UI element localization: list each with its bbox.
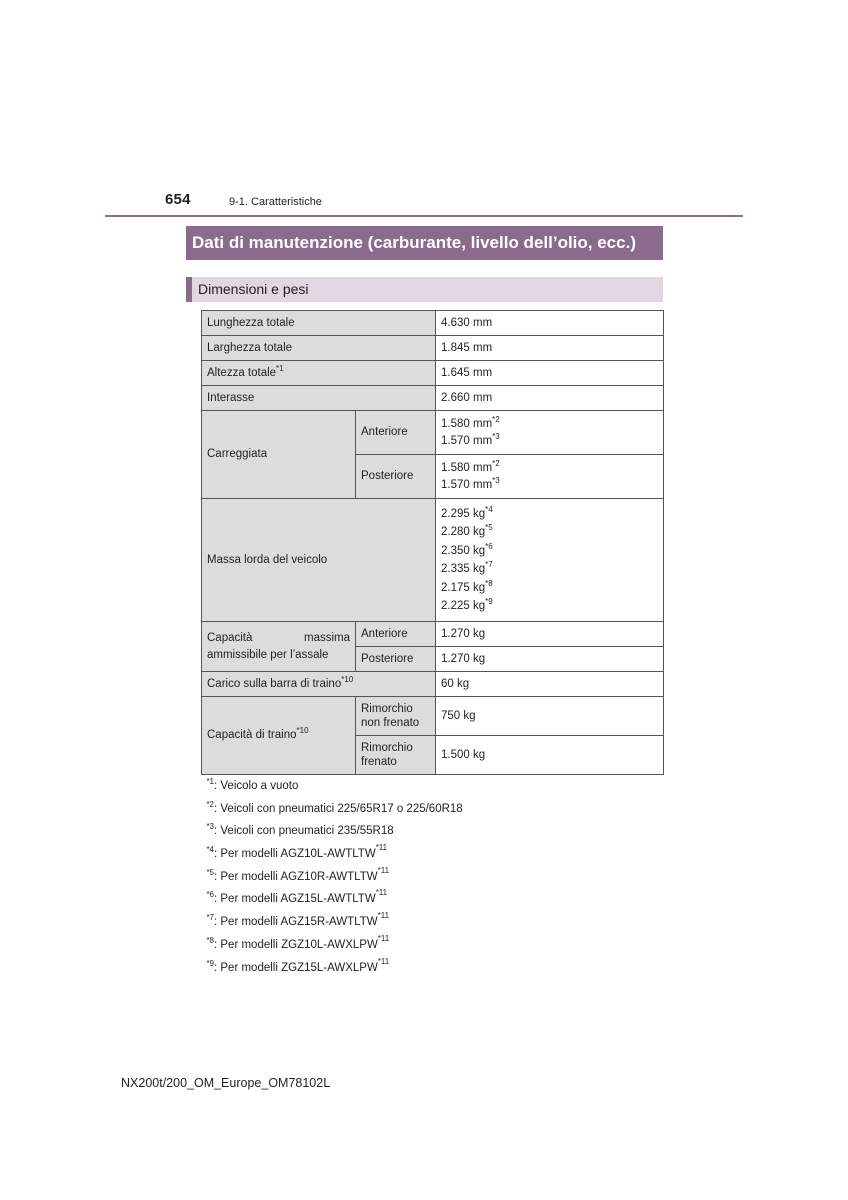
value-text: 2.295 kg xyxy=(441,507,486,520)
row-value: 1.270 kg xyxy=(436,647,664,672)
label-line: frenato xyxy=(361,756,397,768)
row-label xyxy=(202,622,356,672)
footnote-mark xyxy=(196,913,214,928)
table-row xyxy=(202,336,664,361)
table-row xyxy=(202,697,664,736)
footnote-mark xyxy=(196,799,214,815)
footnote-ref: *7 xyxy=(485,560,493,569)
footnote xyxy=(196,799,463,826)
value-text: 1.580 mm xyxy=(441,461,493,474)
footnote-ref: *3 xyxy=(492,431,500,441)
sub-label: Posteriore xyxy=(356,647,436,672)
row-label: Lunghezza totale xyxy=(202,311,436,336)
footnote-mark xyxy=(196,958,214,974)
footnote-mark-text: *2 xyxy=(206,799,214,809)
row-value: 1.845 mm xyxy=(436,336,664,361)
row-label: Carreggiata xyxy=(202,411,356,499)
footnote-ref: *3 xyxy=(492,475,500,485)
header-divider xyxy=(105,215,743,217)
footnote-mark-text: *1 xyxy=(206,777,214,786)
footnote-mark-text: *7 xyxy=(206,913,214,923)
footnote-text: : Veicoli con pneumatici 235/55R18 xyxy=(214,825,394,838)
footnote-text: : Per modelli ZGZ15L-AWXLPW xyxy=(214,961,378,974)
row-label xyxy=(202,361,436,386)
footnote-mark-text: *6 xyxy=(206,890,214,900)
value-text: 2.350 kg xyxy=(441,544,486,557)
footnote-mark xyxy=(196,867,214,883)
row-value: 1.645 mm xyxy=(436,361,664,386)
row-label xyxy=(202,672,436,697)
footnote: $^{*7}$ : Per modelli AGZ15R-AWTLTW *11 xyxy=(196,916,463,939)
footnote-mark xyxy=(196,845,214,860)
footnote-ref: *2 xyxy=(492,458,500,468)
table-row xyxy=(202,361,664,386)
label-text: Capacità di traino xyxy=(207,729,297,741)
footnote-mark-text: *9 xyxy=(206,958,214,968)
footnote-text: : Per modelli AGZ10R-AWTLTW xyxy=(214,870,378,883)
footnote-text: : Veicoli con pneumatici 225/65R17 o 225/60R18 xyxy=(214,802,463,815)
footnote-text: : Per modelli AGZ10L-AWTLTW xyxy=(214,848,376,861)
sub-label: Posteriore xyxy=(356,455,436,499)
footnote-ref: *10 xyxy=(296,726,309,735)
footnote: $^{*8}$ : Per modelli ZGZ10L-AWXLPW *11 xyxy=(196,939,463,962)
table-row xyxy=(202,411,664,455)
footnote-text: : Veicolo a vuoto xyxy=(214,780,299,792)
section-reference: 9-1. Caratteristiche xyxy=(229,196,322,208)
row-label: Larghezza totale xyxy=(202,336,436,361)
footnote xyxy=(196,822,463,848)
row-value: 60 kg xyxy=(436,672,664,697)
value-text: 2.335 kg xyxy=(441,563,486,575)
label-line: non frenato xyxy=(361,717,420,729)
footnote-mark-text: *3 xyxy=(206,822,214,832)
value-text: 2.280 kg xyxy=(441,526,486,538)
value-text: 2.225 kg xyxy=(441,600,486,612)
footnote-mark-text: *4 xyxy=(206,845,214,855)
row-label: Interasse xyxy=(202,386,436,411)
footnote-ref: *6 xyxy=(485,541,493,551)
row-value xyxy=(436,455,664,499)
footnote-ref: *1 xyxy=(276,363,284,373)
table-row xyxy=(202,622,664,647)
footnote-ref: *2 xyxy=(492,414,500,424)
row-label: Massa lorda del veicolo xyxy=(202,499,436,622)
sub-label: Anteriore xyxy=(356,622,436,647)
row-label xyxy=(202,697,356,775)
value-text: 1.570 mm xyxy=(441,434,493,447)
value-text: 1.580 mm xyxy=(441,417,493,430)
value-text: 2.175 kg xyxy=(441,581,486,594)
row-value: 2.660 mm xyxy=(436,386,664,411)
table-row xyxy=(202,386,664,411)
table-row xyxy=(202,672,664,697)
footnote: $^{*6}$ : Per modelli AGZ15L-AWTLTW *11 xyxy=(196,893,463,916)
label-line: ammissibile per l’assale xyxy=(207,648,329,661)
label-text: Carico sulla barra di traino xyxy=(207,677,342,690)
label-word: Capacità xyxy=(207,631,253,644)
footnote: $^{*5}$ : Per modelli AGZ10R-AWTLTW *11 xyxy=(196,871,463,894)
row-value: 1.500 kg xyxy=(436,736,664,775)
footnote-ref: *8 xyxy=(485,578,493,588)
table-row xyxy=(202,311,664,336)
row-value: 750 kg xyxy=(436,697,664,736)
value-text: 1.570 mm xyxy=(441,478,493,491)
label-word: massima xyxy=(303,631,350,644)
footnote-text: : Per modelli ZGZ10L-AWXLPW xyxy=(214,938,378,951)
footnote xyxy=(196,777,463,803)
sub-label: Anteriore xyxy=(356,411,436,455)
footnote-mark xyxy=(196,777,214,792)
footnote-ref: *9 xyxy=(485,597,493,606)
footnote: $^{*4}$ : Per modelli AGZ10L-AWTLTW *11 xyxy=(196,848,463,871)
dimensions-weights-table xyxy=(201,310,664,775)
table-row xyxy=(202,499,664,622)
footnote: $^{*9}$ : Per modelli ZGZ15L-AWXLPW *11 xyxy=(196,962,463,985)
label-text: Altezza totale xyxy=(207,366,277,379)
document-footer: NX200t/200_OM_Europe_OM78102L xyxy=(121,1076,331,1090)
footnote-mark-text: *5 xyxy=(206,867,214,877)
footnote-ref: *10 xyxy=(341,674,354,684)
sub-label xyxy=(356,736,436,775)
footnote-mark-text: *8 xyxy=(206,935,214,945)
label-line: Rimorchio xyxy=(361,703,413,715)
footnote-text: : Per modelli AGZ15R-AWTLTW xyxy=(214,916,378,929)
section-title: Dati di manutenzione (carburante, livello dell’olio, ecc.) xyxy=(186,226,663,260)
footnotes xyxy=(196,777,463,984)
sub-label xyxy=(356,697,436,736)
footnote-mark xyxy=(196,890,214,905)
subsection-title: Dimensioni e pesi xyxy=(186,277,663,302)
row-value: 4.630 mm xyxy=(436,311,664,336)
footnote-ref: *5 xyxy=(485,523,493,532)
row-value xyxy=(436,499,664,622)
footnote-mark xyxy=(196,822,214,837)
row-value: 1.270 kg xyxy=(436,622,664,647)
row-value xyxy=(436,411,664,455)
footnote-ref: *4 xyxy=(485,504,493,514)
label-line: Rimorchio xyxy=(361,742,413,754)
page-number: 654 xyxy=(165,191,191,208)
footnote-text: : Per modelli AGZ15L-AWTLTW xyxy=(214,893,376,906)
footnote-mark xyxy=(196,935,214,951)
